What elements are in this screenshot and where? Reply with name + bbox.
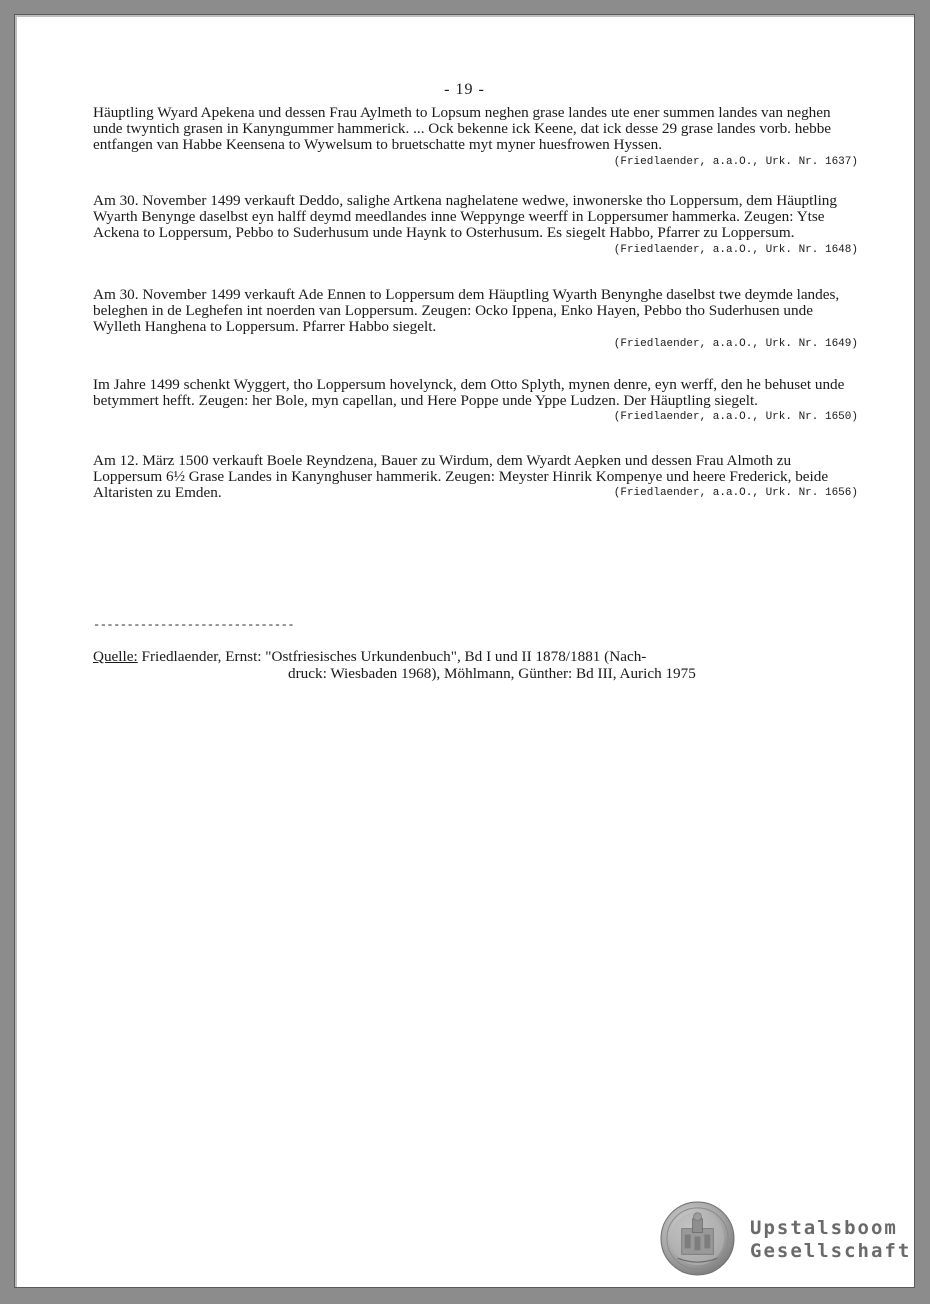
entry-citation: (Friedlaender, a.a.O., Urk. Nr. 1656): [613, 487, 858, 500]
entry-text: Am 30. November 1499 verkauft Deddo, salighe Artkena naghelatene wedwe, inwonerske tho Loppersum, dem Häuptling Wyarth Benynge daselbst eyn halff deymd meedlandes inne Weppynge weerff in Loppersumer hammerka. Zeugen: Ytse Ackena to Loppersum, Pebbo to Suderhusum unde Haynk to Osterhusum. Es siegelt Habbo, Pfarrer zu Loppersum.: [93, 192, 837, 242]
entry-citation: (Friedlaender, a.a.O., Urk. Nr. 1637): [613, 155, 858, 168]
source-line-1: Friedlaender, Ernst: "Ostfriesisches Urkundenbuch", Bd I und II 1878/1881 (Nach-: [141, 648, 647, 665]
entry-text: Am 12. März 1500 verkauft Boele Reyndzena, Bauer zu Wirdum, dem Wyardt Aepken und dessen Frau Almoth zu Loppersum 6½ Grase Landes in Kanynghuser hammerik. Zeugen: Meyster Hinrik Kompenye und heere Frederick, beide Altaristen zu Emden.: [93, 452, 829, 502]
footnote-separator: ------------------------------: [93, 618, 295, 632]
entry-text: Im Jahre 1499 schenkt Wyggert, tho Loppersum hovelynck, dem Otto Splyth, mynen denre, eyn werff, den he behuset unde betymmert hefft. Zeugen: her Bole, myn capellan, und Here Poppe unde Yppe Ludzen. Der Häuptling siegelt.: [93, 376, 845, 410]
entry-citation: (Friedlaender, a.a.O., Urk. Nr. 1649): [613, 337, 858, 350]
document-entry: [93, 377, 858, 426]
document-entry: [93, 453, 858, 502]
document-entry: [93, 193, 858, 258]
seal-icon: [660, 1201, 735, 1276]
brand-line-2: Gesellschaft: [750, 1240, 912, 1262]
source-line-2: druck: Wiesbaden 1968), Möhlmann, Günther: Bd III, Aurich 1975: [288, 664, 696, 682]
source-label: Quelle:: [93, 648, 138, 665]
page-number: - 19 -: [444, 81, 485, 98]
document-page: [14, 14, 915, 1288]
entry-text: Häuptling Wyard Apekena und dessen Frau Aylmeth to Lopsum neghen grase landes ute ener summen landes van neghen unde twyntich grasen in Kanyngummer hammerick. ... Ock bekenne ick Keene, dat ick desse 29 grase landes vorb. hebbe entfangen van Habbe Keensena to Wywelsum to bruetschatte myt myner huesfrowen Hyssen.: [93, 104, 832, 154]
brand-line-1: Upstalsboom: [750, 1217, 898, 1239]
source-note: [93, 649, 813, 682]
entry-text: Am 30. November 1499 verkauft Ade Ennen to Loppersum dem Häuptling Wyarth Benynghe daselbst twe deymde landes, beleghen in de Leghefen int noerden van Loppersum. Zeugen: Ocko Ippena, Enko Hayen, Pebbo tho Suderhusen unde Wylleth Hanghena to Loppersum. Pfarrer Habbo siegelt.: [93, 286, 840, 336]
brand-logotype: [750, 1217, 911, 1263]
document-entry: [93, 105, 858, 170]
entry-citation: (Friedlaender, a.a.O., Urk. Nr. 1650): [613, 411, 858, 424]
entry-citation: (Friedlaender, a.a.O., Urk. Nr. 1648): [613, 243, 858, 256]
document-entry: [93, 287, 858, 352]
